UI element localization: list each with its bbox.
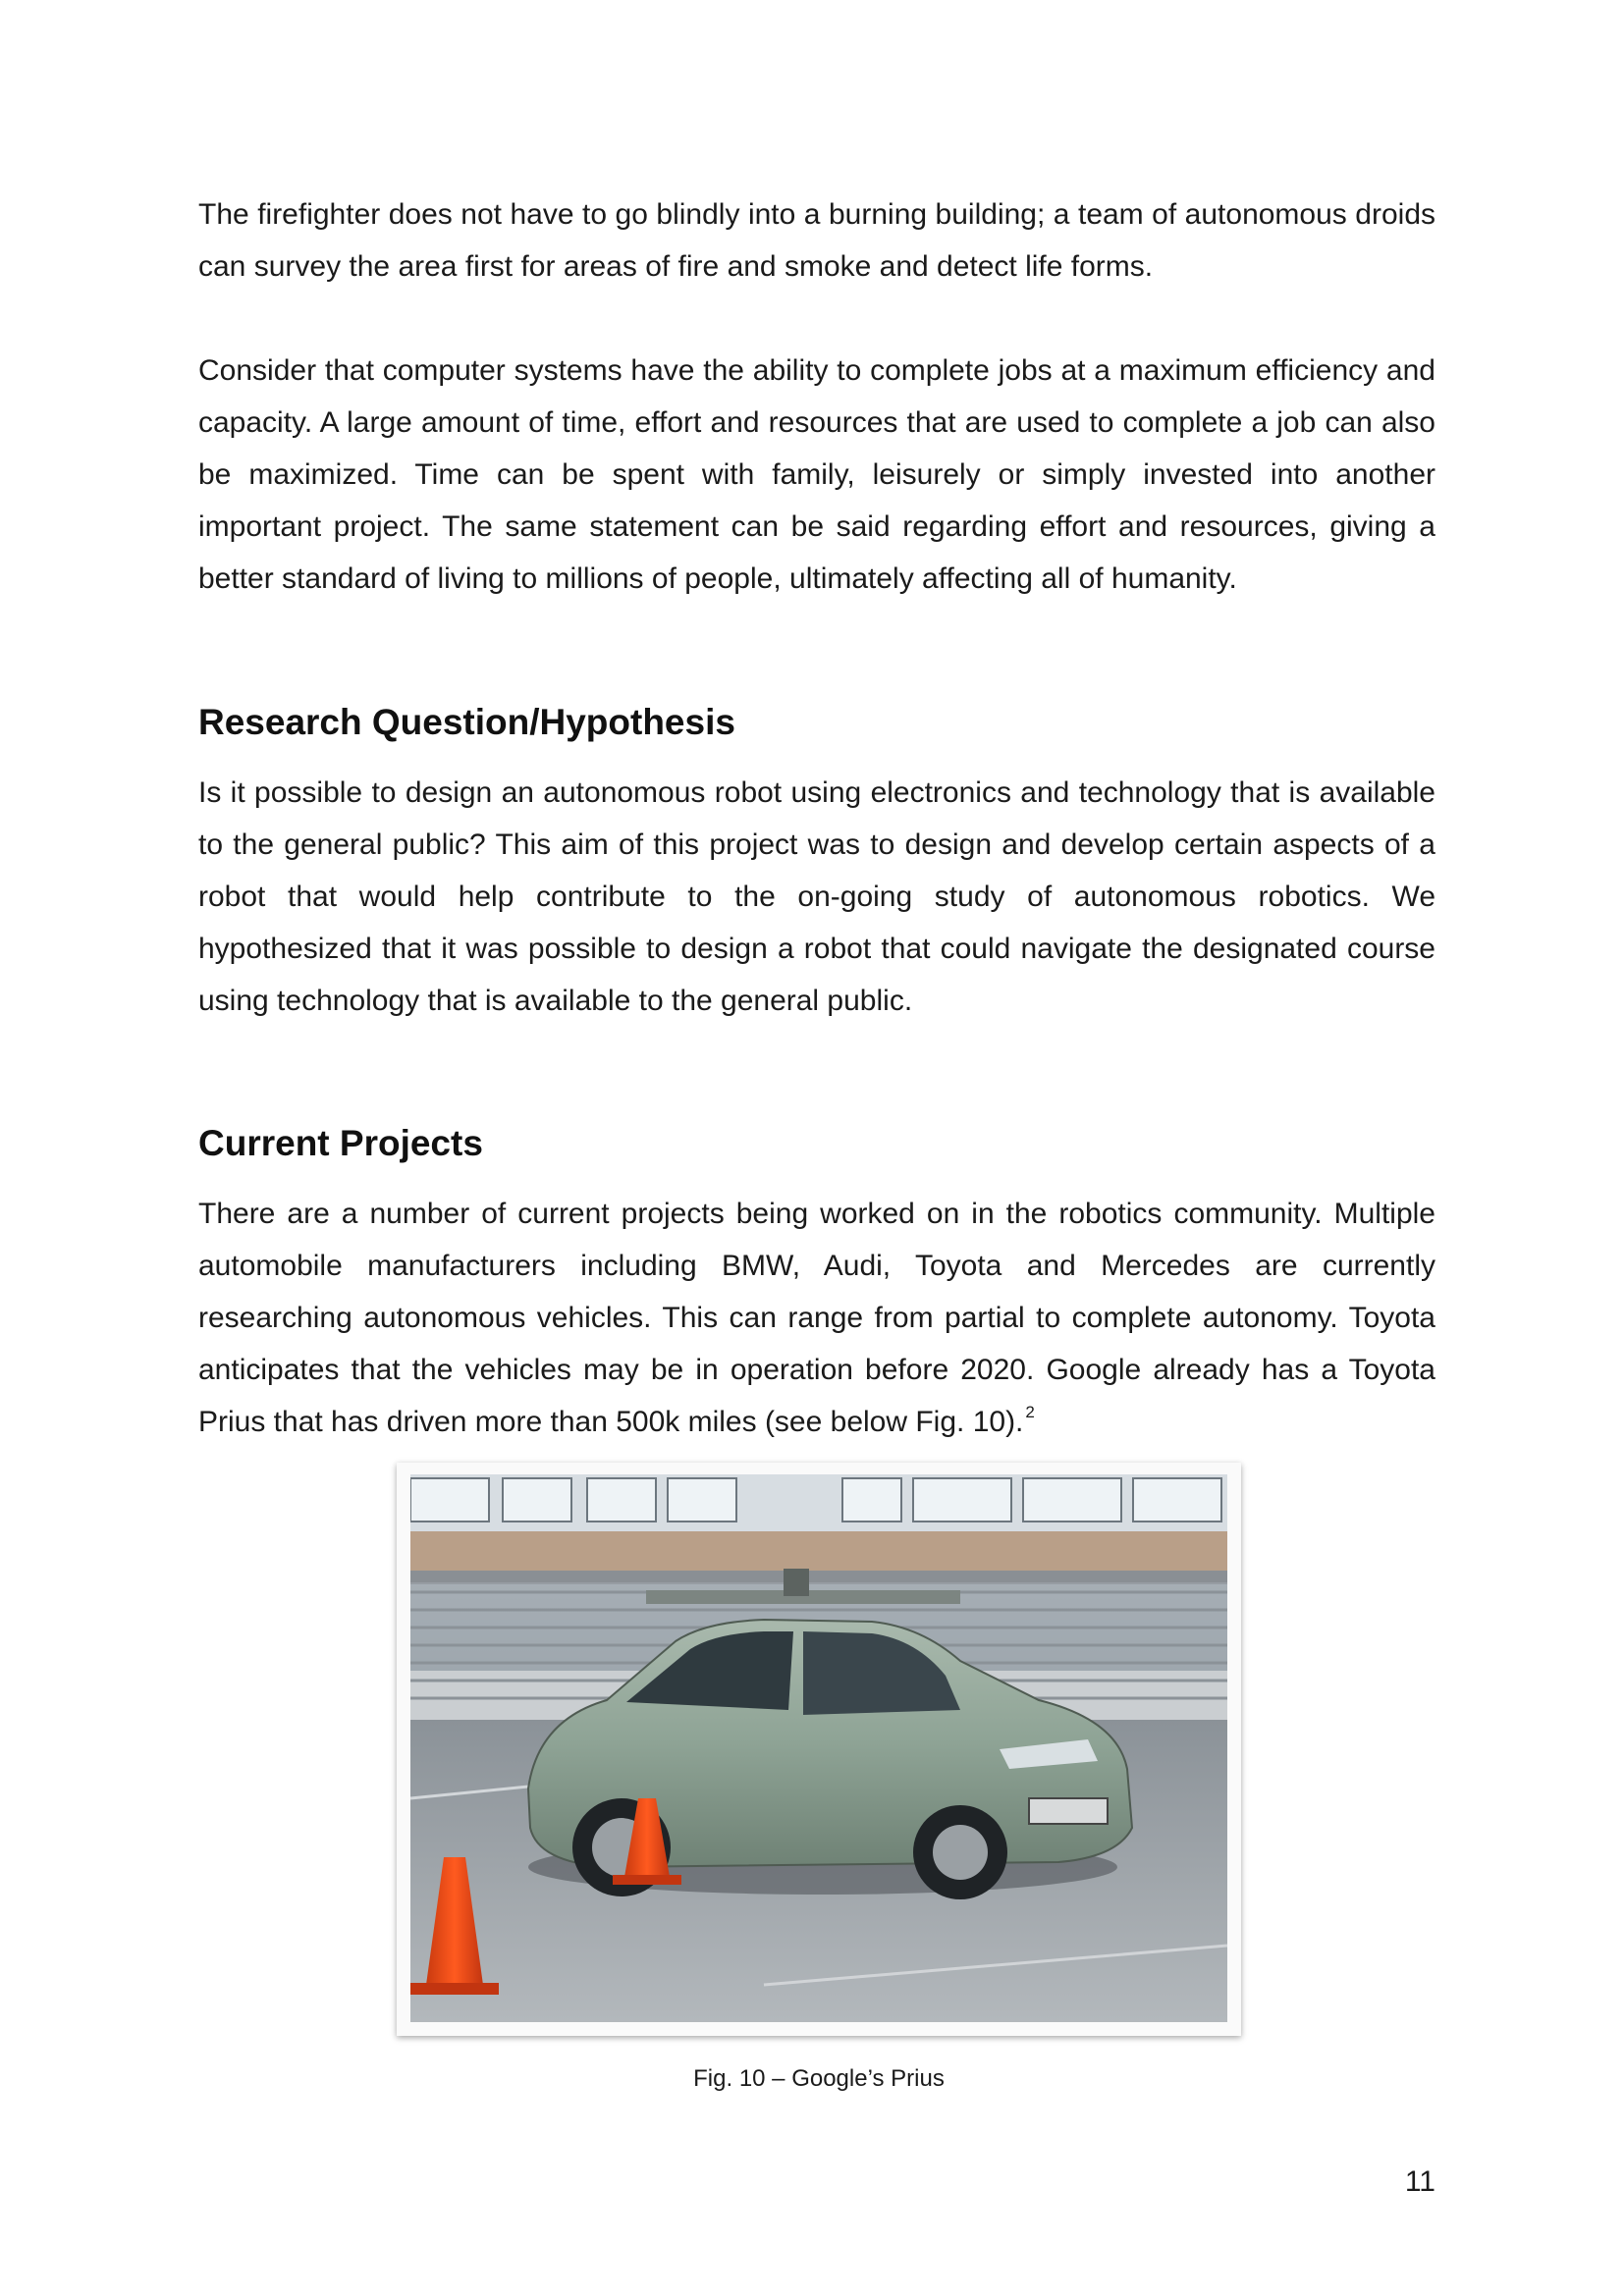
projects-paragraph-text: There are a number of current projects being worked on in the robotics community. Multiple automobile manufacturers including BMW, Audi, Toyota and Mercedes are currently researching autonomous vehicles. This can range from partial to complete autonomy. Toyota anticipates that the vehicles may be in operation before 2020. Google already has a Toyota Prius that has driven more than 500k miles (see below Fig. 10). bbox=[198, 1198, 1435, 1438]
intro-paragraph-2-container bbox=[198, 345, 1435, 605]
intro-paragraph-2: Consider that computer systems have the ability to complete jobs at a maximum efficiency and capacity. A large amount of time, effort and resources that are used to complete a job can also be maximized. Time can be spent with family, leisurely or simply invested into another important project. The same statement can be said regarding effort and resources, giving a better standard of living to millions of people, ultimately affecting all of humanity. bbox=[198, 354, 1435, 595]
prius-photo bbox=[410, 1474, 1227, 2022]
figure-google-prius bbox=[397, 1463, 1241, 2036]
footnote-reference: 2 bbox=[1025, 1403, 1035, 1421]
figure-caption: Fig. 10 – Google’s Prius bbox=[693, 2065, 945, 2092]
research-body-container bbox=[198, 767, 1435, 1027]
intro-paragraph-1: The firefighter does not have to go blindly into a burning building; a team of autonomous droids can survey the area first for areas of fire and smoke and detect life forms. bbox=[198, 198, 1435, 283]
projects-section bbox=[198, 1122, 1435, 1165]
research-heading: Research Question/Hypothesis bbox=[198, 702, 735, 742]
research-paragraph: Is it possible to design an autonomous robot using electronics and technology that is available to the general public? This aim of this project was to design and develop certain aspects of a robot that would help contribute to the on-going study of autonomous robotics. We hypothesized that it was possible to design a robot that could navigate the designated course using technology that is available to the general public. bbox=[198, 776, 1435, 1017]
page-number: 11 bbox=[1404, 2165, 1435, 2198]
research-section bbox=[198, 701, 1435, 744]
intro-paragraph-1-container bbox=[198, 188, 1435, 293]
projects-body-container bbox=[198, 1188, 1435, 1452]
projects-paragraph bbox=[198, 1188, 1435, 1452]
projects-heading: Current Projects bbox=[198, 1123, 483, 1163]
